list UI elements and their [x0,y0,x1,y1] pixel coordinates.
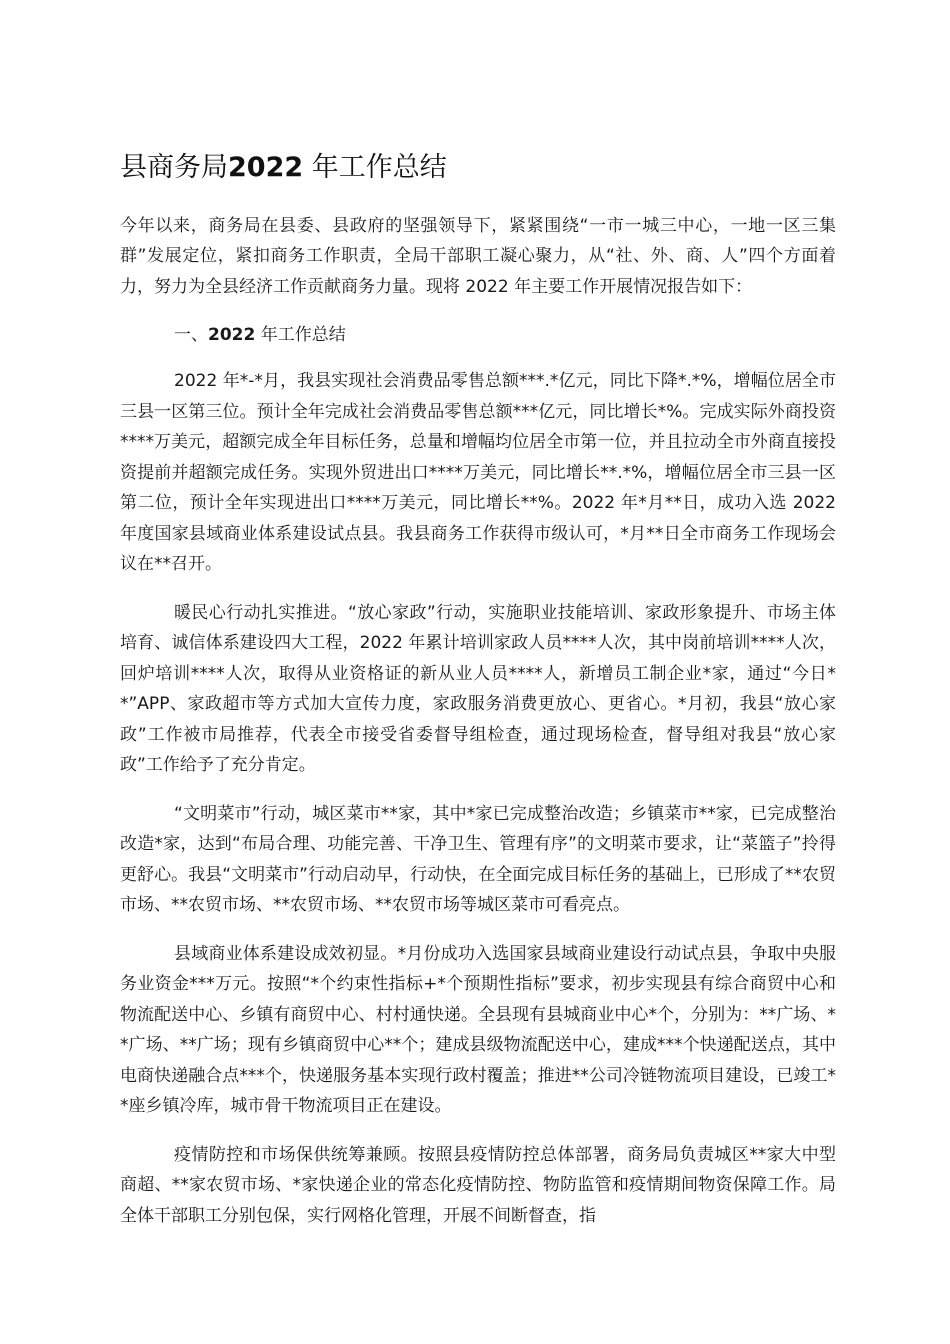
document-title [120,148,836,189]
section-heading-suffix: 年工作总结 [255,325,346,345]
paragraph-overview: 2022 年*-*月，我县实现社会消费品零售总额***.*亿元，同比下降*.*%，增幅位居全市三县一区第三位。预计全年完成社会消费品零售总额***亿元，同比增长*%。完成实际外商投资****万美元，超额完成全年目标任务，总量和增幅均位居全市第一位，并且拉动全市外商直接投资提前并超额完成任务。实现外贸进出口****万美元，同比增长**.*%，增幅位居全市三县一区第二位，预计全年实现进出口****万美元，同比增长**%。2022 年*月**日，成功入选 2022 年度国家县域商业体系建设试点县。我县商务工作获得市级认可，*月**日全市商务工作现场会议在**召开。 [120,371,836,574]
title-suffix: 年工作总结 [311,152,447,183]
paragraph-epidemic-supply: 疫情防控和市场保供统筹兼顾。按照县疫情防控总体部署，商务局负责城区**家大中型商超、**家农贸市场、*家快递企业的常态化疫情防控、物防监管和疫情期间物资保障工作。局全体干部职工分别包保，实行网格化管理，开展不间断督查，指 [120,1144,836,1226]
document-body [120,148,836,1249]
title-prefix: 县商务局 [120,152,228,183]
section-heading-1 [120,320,836,350]
section-heading-prefix: 一、 [174,325,208,345]
title-year: 2022 [228,152,304,183]
paragraph-housekeeping: 暖民心行动扎实推进。“放心家政”行动，实施职业技能培训、家政形象提升、市场主体培育、诚信体系建设四大工程，2022 年累计培训家政人员****人次，其中岗前培训****人次，回炉培训****人次，取得从业资格证的新从业人员****人，新增员工制企业*家，通过“今日**”APP、家政超市等方式加大宣传力度，家政服务消费更放心、更省心。*月初，我县“放心家政”工作被市局推荐，代表全市接受省委督导组检查，通过现场检查，督导组对我县“放心家政”工作给予了充分肯定。 [120,602,836,775]
paragraph-vegetable-market: “文明菜市”行动，城区菜市**家，其中*家已完成整治改造；乡镇菜市**家，已完成整治改造*家，达到“布局合理、功能完善、干净卫生、管理有序”的文明菜市要求，让“菜篮子”拎得更舒心。我县“文明菜市”行动启动早，行动快，在全面完成目标任务的基础上，已形成了**农贸市场、**农贸市场、**农贸市场、**农贸市场等城区菜市可看亮点。 [120,803,836,915]
paragraph-county-commerce: 县域商业体系建设成效初显。*月份成功入选国家县域商业建设行动试点县，争取中央服务业资金***万元。按照“*个约束性指标+*个预期性指标”要求，初步实现县有综合商贸中心和物流配送中心、乡镇有商贸中心、村村通快递。全县现有县城商业中心*个，分别为：**广场、**广场、**广场；现有乡镇商贸中心**个；建成县级物流配送中心，建成***个快递配送点，其中电商快递融合点***个，快递服务基本实现行政村覆盖；推进**公司冷链物流项目建设，已竣工**座乡镇冷库，城市骨干物流项目正在建设。 [120,943,836,1116]
intro-paragraph: 今年以来，商务局在县委、县政府的坚强领导下，紧紧围绕“一市一城三中心，一地一区三集群”发展定位，紧扣商务工作职责，全局干部职工凝心聚力，从“社、外、商、人”四个方面着力，努力为全县经济工作贡献商务力量。现将 2022 年主要工作开展情况报告如下： [120,215,836,297]
section-heading-year: 2022 [208,325,256,345]
